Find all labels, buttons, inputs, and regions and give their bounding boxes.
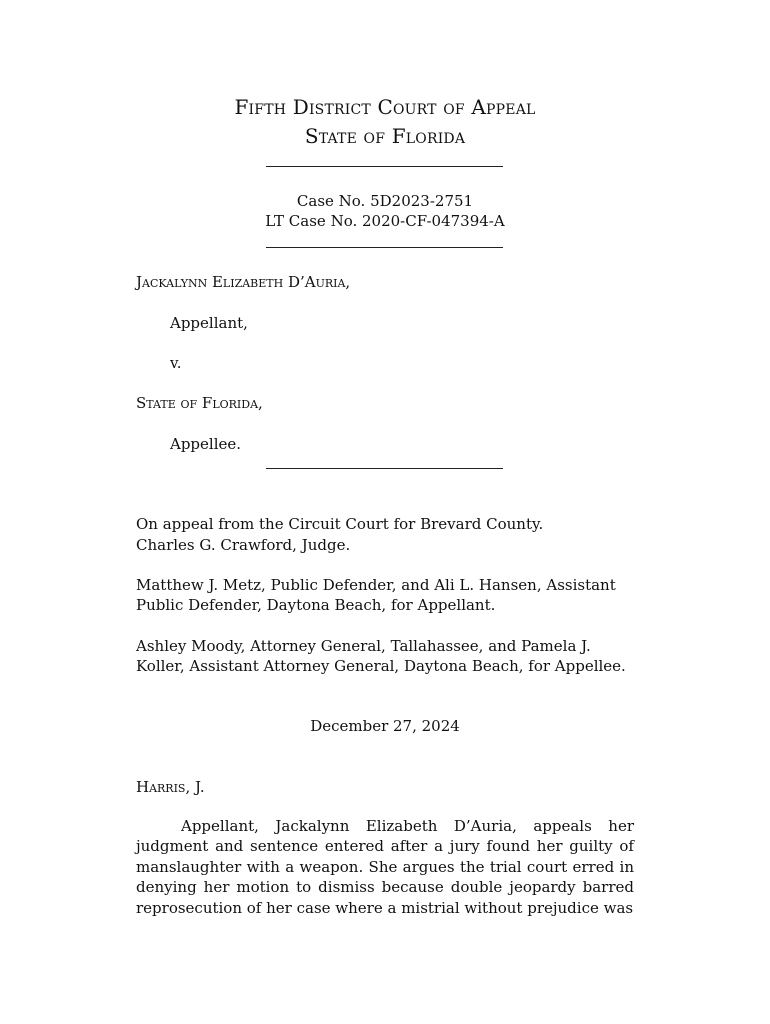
state-name-heading: State of Florida <box>304 124 466 148</box>
court-name-heading: Fifth District Court of Appeal <box>234 95 536 119</box>
appellant-counsel-line-2: Public Defender, Daytona Beach, for Appellant. <box>136 596 496 614</box>
appellee-role: Appellee. <box>170 435 242 453</box>
lower-tribunal-case-number: LT Case No. 2020-CF-047394-A <box>265 212 505 230</box>
appellee-name: State of Florida, <box>136 394 263 412</box>
parties-divider <box>266 468 503 469</box>
appellant-counsel-line-1: Matthew J. Metz, Public Defender, and Ali L. Hansen, Assistant <box>136 576 616 594</box>
appellant-role: Appellant, <box>170 314 248 332</box>
appellant-name: Jackalynn Elizabeth D’Auria, <box>136 273 351 291</box>
opinion-author: Harris, J. <box>136 778 205 796</box>
appellee-counsel-line-1: Ashley Moody, Attorney General, Tallahassee, and Pamela J. <box>136 637 591 655</box>
case-number-divider <box>266 247 503 248</box>
appeal-source-line: On appeal from the Circuit Court for Brevard County. <box>136 515 544 533</box>
appellee-counsel-line-2: Koller, Assistant Attorney General, Daytona Beach, for Appellee. <box>136 657 626 675</box>
trial-judge-line: Charles G. Crawford, Judge. <box>136 536 351 554</box>
header-divider <box>266 166 503 167</box>
decision-date: December 27, 2024 <box>310 717 460 735</box>
versus-label: v. <box>170 354 182 372</box>
case-number: Case No. 5D2023-2751 <box>296 192 474 210</box>
opinion-paragraph: Appellant, Jackalynn Elizabeth D’Auria, appeals her judgment and sentence entered after a jury found her guilty of manslaughter with a weapon. She argues the trial court erred in denying her motion to dismiss because double jeopardy barred reprosecution of her case where a mistrial without prejudice was <box>136 817 634 917</box>
